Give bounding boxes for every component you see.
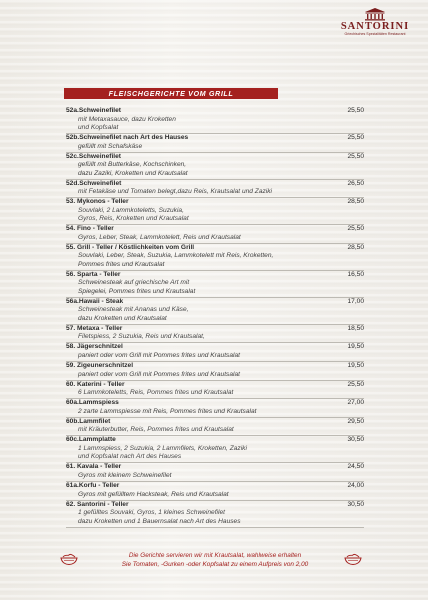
menu-item-header xyxy=(66,107,364,116)
menu-item-price: 30,50 xyxy=(347,500,364,508)
logo-name: SANTORINI xyxy=(340,21,410,32)
menu-item-header xyxy=(66,298,364,307)
menu-item xyxy=(66,343,364,362)
menu-item-header xyxy=(66,198,364,207)
temple-icon xyxy=(364,8,386,21)
menu-item-description: 6 Lammkoteletts, Reis, Pommes frites und Krautsalat xyxy=(78,389,234,397)
menu-item-description: Filetspiess, 2 Suzukia, Reis und Krautsalat, xyxy=(78,333,205,341)
menu-item-description: und Kopfsalat xyxy=(78,124,119,131)
menu-item xyxy=(66,298,364,325)
menu-item-name: 60. Katerini - Teller xyxy=(66,380,125,388)
menu-item-name: 57. Metaxa - Teller xyxy=(66,324,123,332)
menu-item-name: 56. Sparta - Teller xyxy=(66,270,121,278)
menu-item-name: 52b.Schweinefilet nach Art des Hauses xyxy=(66,134,189,141)
menu-item-description: Souvlaki, Leber, Steak, Suzukia, Lammkotelett mit Reis, Kroketten, xyxy=(78,252,274,260)
menu-item-header xyxy=(66,271,364,280)
menu-item-description: 1 Lammspiess, 2 Suzukia, 2 Lammfilets, Kroketten, Zaziki xyxy=(78,444,247,452)
menu-item xyxy=(66,225,364,244)
menu-item-price: 25,50 xyxy=(347,107,364,114)
menu-item-header xyxy=(66,180,364,189)
menu-item xyxy=(66,107,364,134)
menu-item-description: 1 gefülltes Souvaki, Gyros, 1 kleines Schweinefilet xyxy=(78,509,225,517)
menu-item-description: paniert oder vom Grill mit Pommes frites und Krautsalat xyxy=(78,351,240,359)
menu-item-description: mit Kräuterbutter, Reis, Pommes frites und Krautsalat xyxy=(78,426,234,434)
footer-line-1: Die Gerichte servieren wir mit Krautsalat, wahlweise erhalten xyxy=(128,552,302,559)
menu-item-header xyxy=(66,134,364,143)
logo-subtitle: Griechisches Spezialitäten Restaurant xyxy=(344,32,406,36)
menu-item-header xyxy=(66,482,364,491)
menu-item-header xyxy=(66,418,364,427)
menu-item-description: mit Metaxasauce, dazu Kroketten xyxy=(78,115,176,123)
menu-item-description: dazu Kroketten und 1 Bauernsalat nach Art des Hauses xyxy=(78,517,241,525)
menu-item xyxy=(66,198,364,225)
menu-item xyxy=(66,436,364,463)
menu-item-header xyxy=(66,244,364,253)
menu-item xyxy=(66,463,364,482)
menu-item-header xyxy=(66,153,364,162)
menu-item-name: 61. Kavala - Teller xyxy=(66,463,122,471)
menu-item-price: 28,50 xyxy=(347,198,364,206)
menu-item-description: Gyros, Reis, Kroketten und Krautsalat xyxy=(78,215,189,223)
menu-item xyxy=(66,271,364,298)
menu-item-price: 19,50 xyxy=(347,361,364,369)
menu-item-name: 58. Jägerschnitzel xyxy=(66,343,123,351)
menu-item-name: 60c.Lammplatte xyxy=(66,436,116,444)
menu-item-price: 19,50 xyxy=(347,343,364,351)
menu-item-price: 26,50 xyxy=(347,179,364,187)
menu-item xyxy=(66,325,364,344)
menu-item xyxy=(66,244,364,271)
menu-item-header xyxy=(66,325,364,334)
menu-item xyxy=(66,482,364,501)
menu-item-header xyxy=(66,501,364,510)
item-divider xyxy=(66,527,364,528)
menu-item-description: dazu Kroketten und Krautsalat xyxy=(78,314,167,322)
menu-item-price: 27,00 xyxy=(347,399,364,407)
menu-item-description: und Kopfsalat nach Art des Hauses xyxy=(78,453,182,461)
menu-item-name: 60b.Lammfilet xyxy=(66,417,111,425)
menu-item-price: 16,50 xyxy=(347,270,364,278)
menu-item-header xyxy=(66,225,364,234)
menu-item-price: 24,00 xyxy=(347,481,364,489)
menu-item-name: 61a.Korfu - Teller xyxy=(66,481,120,489)
menu-item-price: 30,50 xyxy=(347,436,364,444)
menu-item xyxy=(66,134,364,153)
menu-item-description: Souvlaki, 2 Lammkoteletts, Suzukia, xyxy=(78,206,184,214)
menu-item-description: 2 zarte Lammspiesse mit Reis, Pommes frites und Krautsalat xyxy=(78,407,257,415)
menu-item-description: Spiegelei, Pommes frites und Krautsalat xyxy=(78,287,196,295)
salad-bowl-icon xyxy=(60,553,78,565)
section-title: FLEISCHGERICHTE VOM GRILL xyxy=(64,88,278,99)
menu-item-description: Schweinesteak auf griechische Art mit xyxy=(78,279,190,287)
menu-item-name: 56a.Hawaii - Steak xyxy=(66,297,124,305)
menu-item xyxy=(66,362,364,381)
menu-item-price: 17,00 xyxy=(347,297,364,305)
menu-item-name: 62. Santorini - Teller xyxy=(66,500,129,508)
menu-item-price: 25,50 xyxy=(347,152,364,160)
menu-item-name: 59. Zigeunerschnitzel xyxy=(66,361,134,369)
menu-item xyxy=(66,180,364,199)
menu-item-name: 52c.Schweinefilet xyxy=(66,152,121,160)
menu-item-description: Gyros mit gefülltem Hacksteak, Reis und Krautsalat xyxy=(78,490,229,498)
menu-item xyxy=(66,153,364,180)
menu-list xyxy=(66,107,364,528)
menu-item-description: Gyros, Leber, Steak, Lammkotelett, Reis und Krautsalat xyxy=(78,233,241,241)
menu-item-price: 25,50 xyxy=(347,134,364,141)
menu-item xyxy=(66,418,364,437)
menu-item-price: 18,50 xyxy=(347,324,364,332)
menu-item-price: 25,50 xyxy=(347,225,364,233)
menu-item-price: 25,50 xyxy=(347,380,364,388)
menu-item-name: 54. Fino - Teller xyxy=(66,225,114,233)
menu-item-price: 28,50 xyxy=(347,243,364,251)
menu-item-description: gefüllt mit Butterkäse, Kochschinken, xyxy=(78,161,187,169)
menu-item-price: 29,50 xyxy=(347,417,364,425)
menu-item-header xyxy=(66,343,364,352)
menu-item-description: paniert oder vom Grill mit Pommes frites und Krautsalat xyxy=(78,370,240,378)
menu-item-name: 60a.Lammspiess xyxy=(66,399,119,407)
footer-note xyxy=(90,551,340,569)
menu-item xyxy=(66,399,364,418)
menu-item-header xyxy=(66,362,364,371)
menu-item xyxy=(66,501,364,528)
menu-item-header xyxy=(66,381,364,390)
menu-item-description: Pommes frites und Krautsalat xyxy=(78,260,165,268)
menu-item-header xyxy=(66,436,364,445)
menu-item-name: 55. Grill - Teller / Köstlichkeiten vom Grill xyxy=(66,243,195,251)
menu-item-description: Schweinesteak mit Ananas und Käse, xyxy=(78,306,189,314)
menu-item-header xyxy=(66,399,364,408)
menu-item-name: 53. Mykonos - Teller xyxy=(66,198,129,206)
restaurant-logo xyxy=(340,8,410,37)
salad-bowl-icon xyxy=(344,553,362,565)
menu-item-description: Gyros mit kleinem Schweinefilet xyxy=(78,471,172,479)
menu-item-description: dazu Zaziki, Kroketten und Krautsalat xyxy=(78,169,188,177)
menu-item-description: gefüllt mit Schafskäse xyxy=(78,142,143,150)
menu-item-name: 52a.Schweinefilet xyxy=(66,107,121,114)
menu-item xyxy=(66,381,364,400)
menu-item-name: 52d.Schweinefilet xyxy=(66,179,122,187)
menu-item-header xyxy=(66,463,364,472)
menu-item-description: mit Fetakäse und Tomaten belegt,dazu Reis, Krautsalat und Zaziki xyxy=(78,188,273,196)
footer-line-2: Sie Tomaten, -Gurken -oder Kopfsalat zu einem Aufpreis von 2,00 xyxy=(121,561,309,568)
menu-item-price: 24,50 xyxy=(347,463,364,471)
